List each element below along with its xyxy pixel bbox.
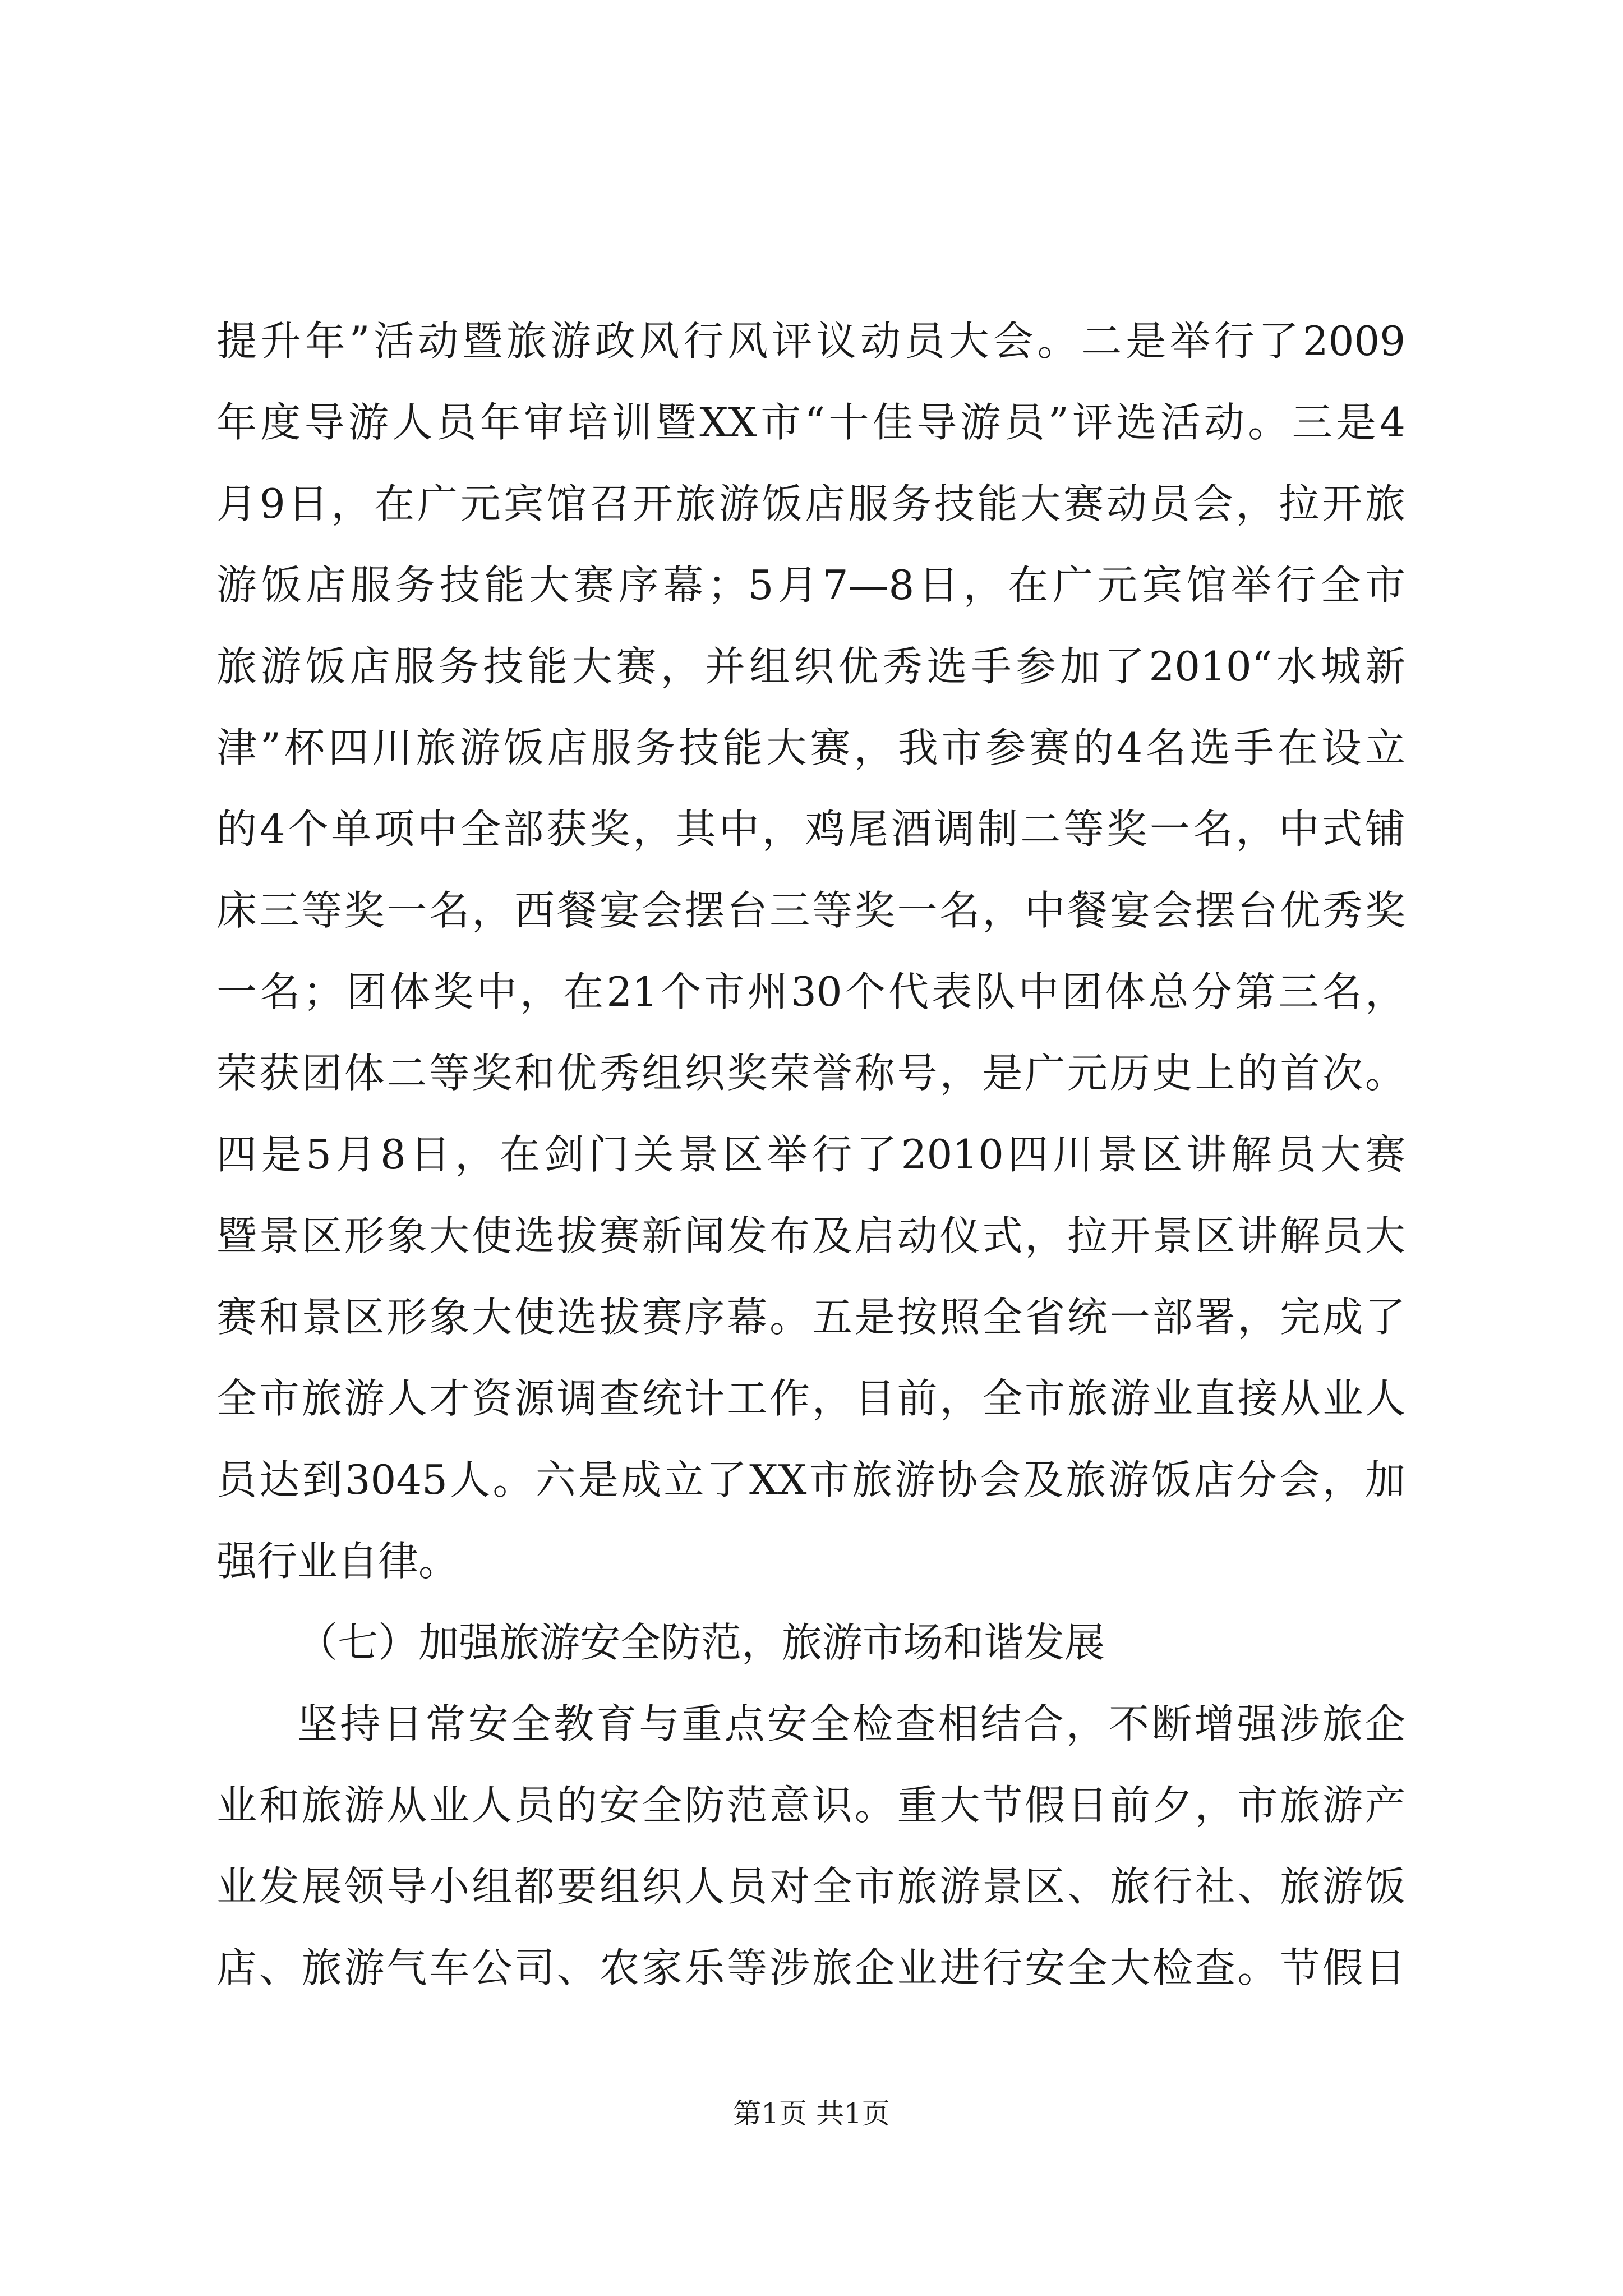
body-line-4: 游饭店服务技能大赛序幕；5月7—8日，在广元宾馆举行全市 xyxy=(216,562,1405,609)
body-line-16: 强行业自律。 xyxy=(216,1538,459,1585)
page-footer: 第1页 共1页 xyxy=(733,2097,890,2130)
body-line-1: 提升年”活动暨旅游政风行风评议动员大会。二是举行了2009 xyxy=(216,318,1405,365)
body-line-9: 一名；团体奖中，在21个市州30个代表队中团体总分第三名， xyxy=(216,968,1405,1015)
body-line-3: 月9日，在广元宾馆召开旅游饭店服务技能大赛动员会，拉开旅 xyxy=(216,480,1405,527)
body-line-11: 四是5月8日，在剑门关景区举行了2010四川景区讲解员大赛 xyxy=(216,1131,1405,1178)
body-line-12: 暨景区形象大使选拔赛新闻发布及启动仪式，拉开景区讲解员大 xyxy=(216,1212,1405,1259)
body-line-2: 年度导游人员年审培训暨XX市“十佳导游员”评选活动。三是4 xyxy=(216,399,1405,446)
body-line-7: 的4个单项中全部获奖，其中，鸡尾酒调制二等奖一名，中式铺 xyxy=(216,806,1405,853)
body-line-10: 荣获团体二等奖和优秀组织奖荣誉称号，是广元历史上的首次。 xyxy=(216,1050,1405,1097)
section-heading: （七）加强旅游安全防范，旅游市场和谐发展 xyxy=(297,1619,1105,1666)
body-line-13: 赛和景区形象大使选拔赛序幕。五是按照全省统一部署，完成了 xyxy=(216,1294,1405,1341)
body-line-15: 员达到3045人。六是成立了XX市旅游协会及旅游饭店分会，加 xyxy=(216,1456,1405,1503)
body-line-14: 全市旅游人才资源调查统计工作，目前，全市旅游业直接从业人 xyxy=(216,1375,1405,1422)
body-line-21: 店、旅游气车公司、农家乐等涉旅企业进行安全大检查。节假日 xyxy=(216,1944,1405,1991)
body-line-20: 业发展领导小组都要组织人员对全市旅游景区、旅行社、旅游饭 xyxy=(216,1863,1405,1910)
body-line-8: 床三等奖一名，西餐宴会摆台三等奖一名，中餐宴会摆台优秀奖 xyxy=(216,887,1405,934)
body-line-6: 津”杯四川旅游饭店服务技能大赛，我市参赛的4名选手在设立 xyxy=(216,724,1405,771)
body-line-19: 业和旅游从业人员的安全防范意识。重大节假日前夕，市旅游产 xyxy=(216,1782,1405,1829)
body-line-18: 坚持日常安全教育与重点安全检查相结合，不断增强涉旅企 xyxy=(297,1700,1405,1747)
body-line-5: 旅游饭店服务技能大赛，并组织优秀选手参加了2010“水城新 xyxy=(216,643,1405,690)
